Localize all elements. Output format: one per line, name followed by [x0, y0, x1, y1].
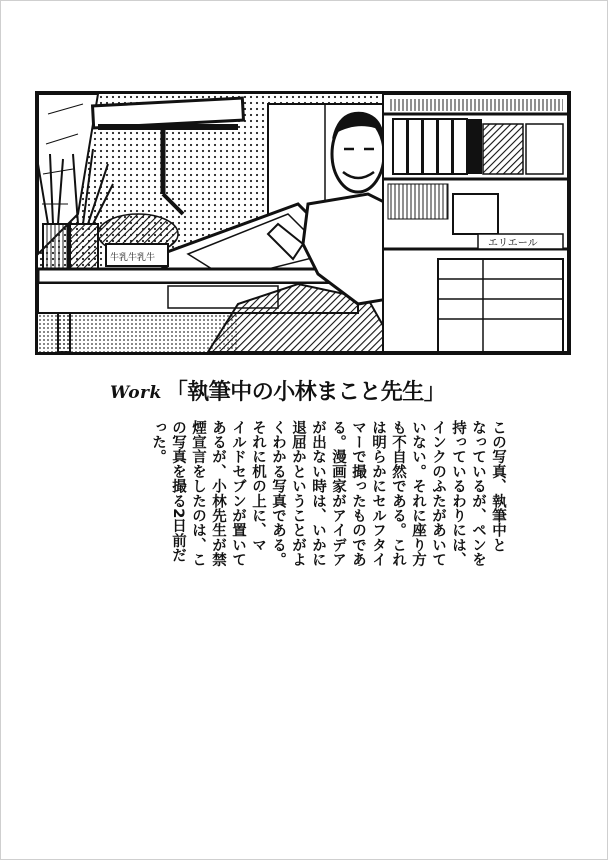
body-line: 退屈かということがよ — [290, 420, 306, 567]
body-line: も不自然である。これ — [390, 420, 406, 567]
shelf-label: エリエール — [488, 238, 538, 249]
body-line: インクのふたがあいて — [430, 420, 446, 567]
body-line: マーで撮ったものであ — [350, 420, 366, 567]
body-line: が出ない時は、いかに — [310, 420, 326, 567]
body-line: イルドセブンが置いて — [230, 420, 246, 567]
caption-title: 「執筆中の小林まこと先生」 — [165, 380, 446, 405]
bookshelf — [383, 94, 568, 352]
body-line: の写真を撮る2日前だ — [170, 420, 186, 563]
body-line: った。 — [150, 420, 166, 465]
svg-text:牛乳牛乳牛: 牛乳牛乳牛 — [110, 253, 156, 263]
binders — [393, 119, 563, 174]
body-line: それに机の上に、マ — [250, 420, 266, 553]
manga-illustration — [35, 91, 571, 355]
body-line: くわかる写真である。 — [270, 420, 286, 567]
body-line: この写真、執筆中と — [490, 420, 506, 553]
body-line: あるが、小林先生が禁 — [210, 420, 226, 567]
caption-body — [148, 420, 508, 570]
body-line: なっているが、ペンを — [470, 420, 486, 567]
potted-plant — [98, 214, 178, 266]
body-line: る。漫画家がアイデア — [330, 420, 346, 567]
body-line: 煙宣言をしたのは、こ — [190, 420, 206, 567]
body-line: いない。それに座り方 — [410, 420, 426, 567]
body-line: は明らかにセルフタイ — [370, 420, 386, 567]
drawer-unit — [438, 259, 563, 352]
caption-heading — [110, 372, 510, 406]
body-line: 持っているわりには、 — [450, 420, 466, 567]
work-label: Work — [110, 383, 162, 403]
